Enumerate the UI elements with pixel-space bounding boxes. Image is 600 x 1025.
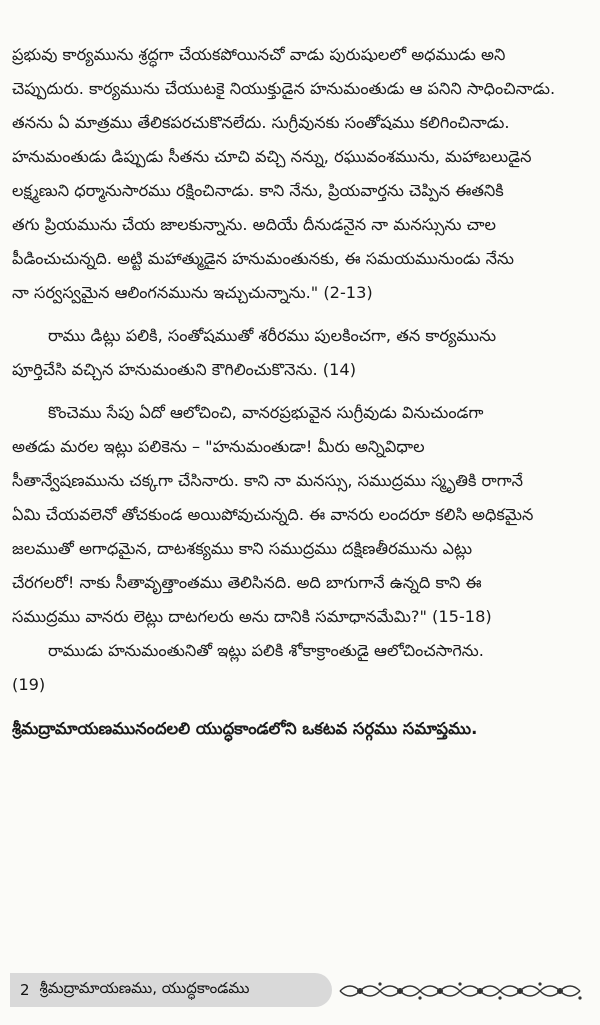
text-line: జలముతో అగాధమైన, దాటశక్యము కాని సముద్రము దక్షిణతీరమును ఎట్లు (12, 539, 473, 558)
text-line: కొంచెము సేపు ఏదో ఆలోచించి, వానరప్రభువైన సుగ్రీవుడు వినుచుండగా (48, 403, 484, 422)
text-line: రాము డిట్లు పలికి, సంతోషముతో శరీరము పులకించగా, తన కార్యమును (48, 326, 497, 345)
text-line: సీతాన్వేషణమును చక్కగా చేసినారు. కాని నా మనస్సు, సముద్రము స్మృతికి రాగానే (12, 471, 523, 490)
text-line: హనుమంతుడు డిప్పుడు సీతను చూచి వచ్చి నన్ను, రఘువంశమును, మహాబలుడైన (12, 147, 532, 166)
page-footer (10, 973, 590, 1009)
book-title: శ్రీమద్రామాయణము, యుద్ధకాండము (39, 979, 250, 997)
text-line: తగు ప్రియమును చేయ జాలకున్నాను. అదియే దీనుడనైన నా మనస్సును చాల (12, 215, 496, 234)
floral-ornament-icon (336, 979, 590, 1003)
body-text (12, 38, 586, 702)
text-line: అతడు మరల ఇట్లు పలికెను – "హనుమంతుడా! మీరు అన్నివిధాల (12, 437, 425, 456)
page-number: 2 (20, 981, 30, 999)
text-line: తనను ఏ మాత్రము తేలికపరచుకొనలేదు. సుగ్రీవునకు సంతోషము కలిగించినాడు. (12, 113, 510, 132)
text-line: (19) (12, 675, 46, 694)
text-line: ఏమి చేయవలెనో తోచకుండ అయిపోవుచున్నది. ఈ వానరు లందరూ కలిసి అధికమైన (12, 505, 534, 524)
text-line: చెప్పుదురు. కార్యమును చేయుటకై నియుక్తుడైన హనుమంతుడు ఆ పనిని సాధించినాడు. (12, 79, 556, 98)
text-line: సముద్రము వానరు లెట్లు దాటగలరు అను దానికి సమాధానమేమి?" (15-18) (12, 607, 492, 626)
text-line: పీడించుచున్నది. అట్టి మహాత్ముడైన హనుమంతునకు, ఈ సమయమునుండు నేను (12, 249, 514, 268)
text-line: పూర్తిచేసి వచ్చిన హనుమంతుని కౌగిలించుకొనెను. (14) (12, 360, 357, 379)
text-line: నా సర్వస్వమైన ఆలింగనమును ఇచ్చుచున్నాను." (2-13) (12, 283, 373, 302)
text-line: లక్ష్మణుని ధర్మానుసారము రక్షించినాడు. కాని నేను, ప్రియవార్తను చెప్పిన ఈతనికి (12, 181, 504, 200)
chapter-closing-line: శ్రీమద్రామాయణమునందలలి యుద్ధకాండలోని ఒకటవ సర్గము సమాప్తము. (12, 719, 478, 738)
footer-title-tab (10, 973, 332, 1007)
text-line: చేరగలరో! నాకు సీతావృత్తాంతము తెలిసినది. అది బాగుగానే ఉన్నది కాని ఈ (12, 573, 482, 592)
text-line: ప్రభువు కార్యమును శ్రద్ధగా చేయకపోయినచో వాడు పురుషులలో అధముడు అని (12, 45, 506, 64)
text-line: రాముడు హనుమంతునితో ఇట్లు పలికి శోకాక్రాంతుడై ఆలోచించసాగెను. (48, 641, 484, 660)
